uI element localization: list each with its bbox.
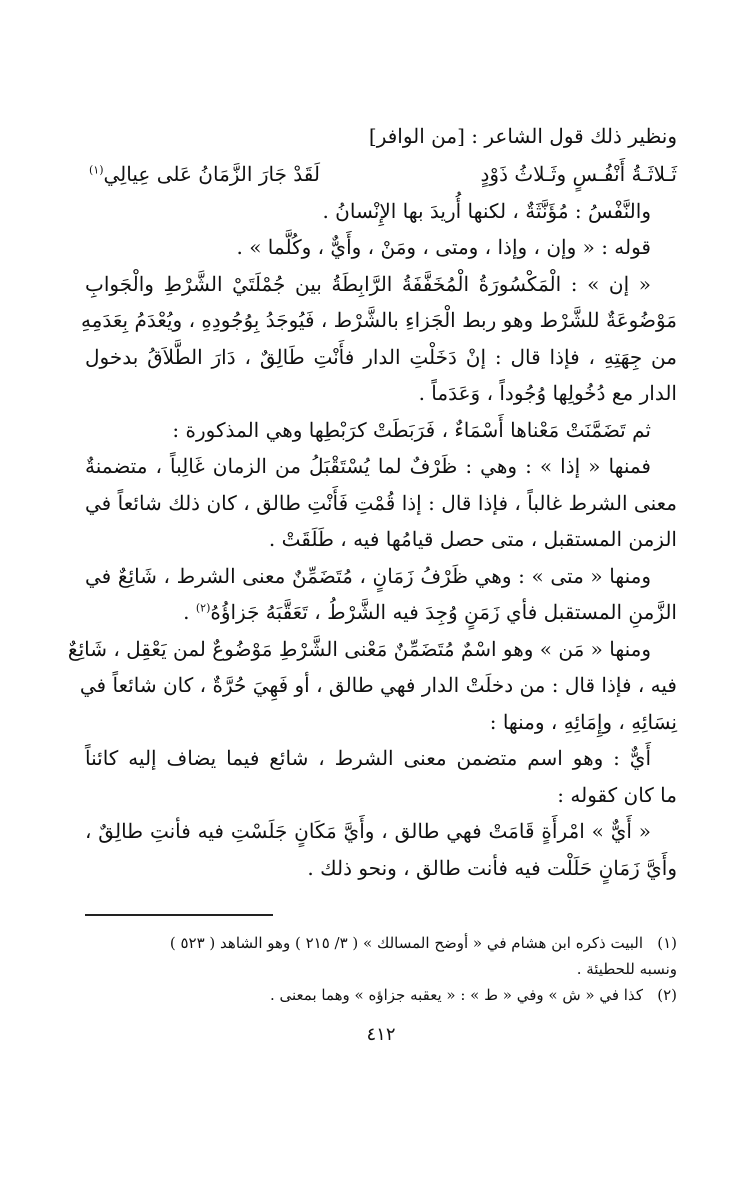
text-line: ثم تَضَمَّنَتْ مَعْناها أَسْمَاءٌ ، فَرَبَطَتْ كرَبْطِها وهي المذكورة : <box>172 417 651 442</box>
text-line: ومنها « متى » : وهي ظَرْفُ زَمَانٍ ، مُتَضَمِّنٌ معنى الشرط ، شَائِعٌ في <box>85 563 651 588</box>
footnote-number: (١) <box>657 934 677 952</box>
footnote-text: ونسبه للحطيئة . <box>576 960 677 978</box>
footnote-1 <box>85 930 677 956</box>
verse-hemistich-first <box>89 155 320 193</box>
page-body <box>67 118 677 1045</box>
page-number: ٤١٢ <box>366 1024 396 1045</box>
text-line: الزمن المستقبل ، متى حصل قيامُها فيه ، طَلَقَتْ . <box>268 527 677 551</box>
text-line: الدار مع دُخُولِها وُجُوداً ، وَعَدَماً . <box>418 381 677 405</box>
verse-text: لَقَدْ جَارَ الزَّمَانُ عَلى عِيالِي <box>103 161 320 186</box>
footnote-marker: (١) <box>89 162 104 176</box>
verse-hemistich-second <box>481 155 678 193</box>
text-line: مَوْضُوعَةٌ للشَّرْط وهو ربط الْجَزاءِ بالشَّرْط ، فَيُوجَدُ بِوُجُودِهِ ، ويُعْدَمُ بِعَدَمِهِ <box>80 308 677 332</box>
footnote-text: البيت ذكره ابن هشام في « أوضح المسالك » ( ٣/ ٢١٥ ) وهو الشاهد ( ٥٢٣ ) <box>169 934 643 952</box>
text-line: معنى الشرط غالباً ، فإذا قال : إذا قُمْتِ فَأَنْتِ طالق ، كان ذلك شائعاً في <box>85 490 677 515</box>
text-line: ومنها « مَن » وهو اسْمٌ مُتَضَمِّنٌ مَعْنى الشَّرْطِ مَوْضُوعٌ لمن يَعْقِل ، شَائِعٌ <box>67 636 651 661</box>
text-line: أَيٌّ : وهو اسم متضمن معنى الشرط ، شائع فيما يضاف إليه كائناً <box>85 746 651 770</box>
footnote-number: (٢) <box>657 986 677 1004</box>
text-line: فمنها « إذا » : وهي : ظَرْفٌ لما يُسْتَقْبَلُ من الزمان غَالِباً ، متضمنةٌ <box>85 454 651 478</box>
text-line: « إن » : الْمَكْسُورَةُ الْمُخَفَّفَةُ الرَّابِطَةُ بين جُمْلَتَيْ الشَّرْطِ والْجَوابِ <box>85 271 651 296</box>
text-line <box>85 594 677 631</box>
text-segment: الزَّمنِ المستقبل فأي زَمَنٍ وُجِدَ فيه الشَّرْطُ ، تَعَقَّبَهُ جَزاؤُهُ <box>210 600 677 624</box>
text-line: وأَيَّ زَمَانٍ حَلَلْت فيه فأنت طالق ، ونحو ذلك . <box>307 855 677 880</box>
footnote-2 <box>85 982 677 1008</box>
text-line: قوله : « وإن ، وإذا ، ومتى ، ومَنْ ، وأَيٌّ ، وكُلَّما » . <box>236 235 651 259</box>
poetry-verse <box>85 155 677 193</box>
footnote-separator <box>85 914 273 916</box>
text-line: ما كان كقوله : <box>557 782 677 807</box>
text-line: ونظير ذلك قول الشاعر : [من الوافر] <box>368 124 677 148</box>
text-line: والنَّفْسُ : مُؤَنَّثَةٌ ، لكنها أُريدَ بها الإِنْسانُ . <box>322 198 651 223</box>
text-line: فيه ، فإذا قال : من دخلَتْ الدار فهي طالق ، أو فَهِيَ حُرَّةٌ ، كان شائعاً في <box>79 673 677 697</box>
text-line: « أَيٌّ » امْرأَةٍ قَامَتْ فهي طالق ، وأَيَّ مَكَانٍ جَلَسْتِ فيه فأنتِ طالِقٌ ، <box>85 819 651 843</box>
verse-text: ثَـلاثَـةُ أَنْفُـسٍ وثَـلاثُ ذَوْدٍ <box>480 161 677 186</box>
text-line: نِسَائِهِ ، وإِمَائِهِ ، ومنها : <box>489 709 677 734</box>
text-line: من جِهَتِهِ ، فإذا قال : إنْ دَخَلْتِ الدار فأَنْتِ طَالِقٌ ، دَارَ الطَّلاَقُ بدخول <box>85 344 677 369</box>
footnote-1-continuation <box>85 956 677 982</box>
footnote-text: كذا في « ش » وفي « ط » : « يعقبه جزاؤه » وهما بمعنى . <box>269 986 643 1004</box>
text-segment: . <box>183 600 196 624</box>
footnote-marker: (٢) <box>195 601 211 615</box>
footnotes <box>85 930 677 1008</box>
